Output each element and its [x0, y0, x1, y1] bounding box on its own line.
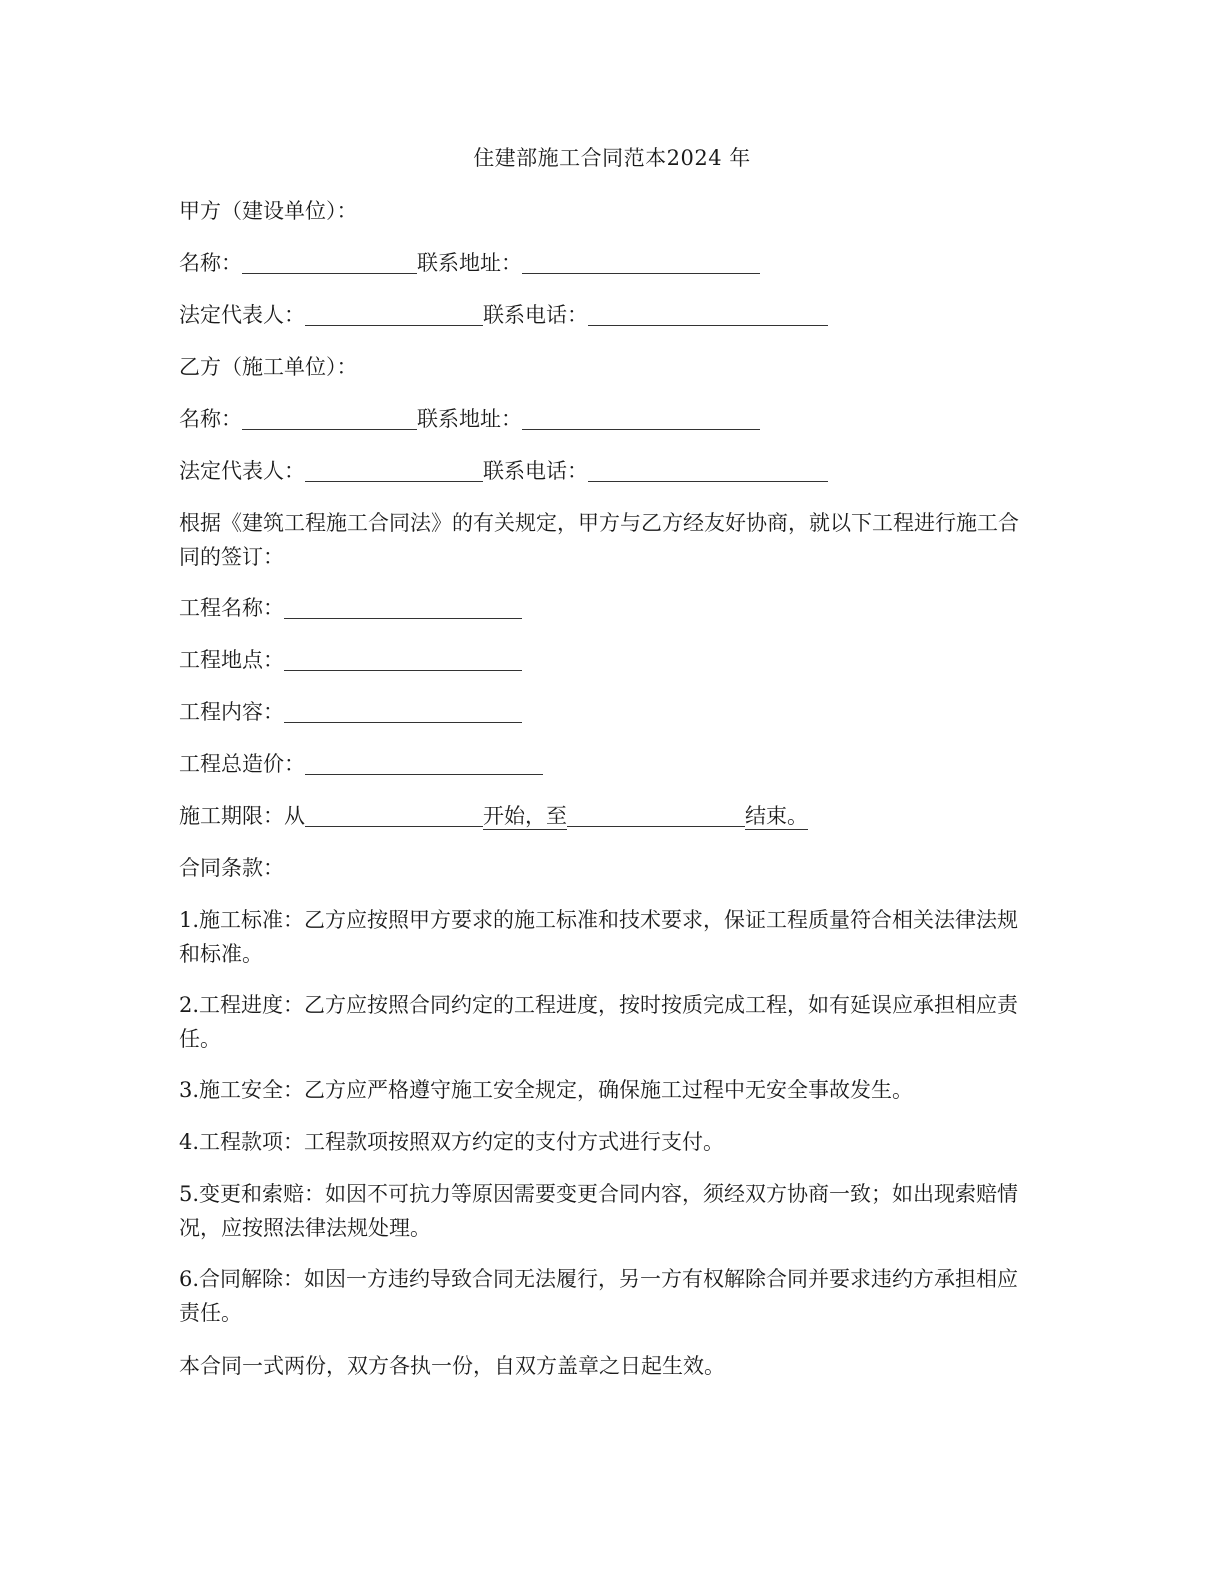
- intro-paragraph: 根据《建筑工程施工合同法》的有关规定，甲方与乙方经友好协商，就以下工程进行施工合同的签订：: [179, 511, 1019, 569]
- party-a-address-blank: [522, 251, 760, 274]
- party-b-phone-blank: [588, 459, 828, 482]
- project-name-row: [179, 593, 522, 623]
- project-location-row: [179, 645, 522, 675]
- party-a-rep-row: [179, 300, 828, 330]
- terms-heading: 合同条款：: [179, 856, 284, 880]
- project-period-end-text: 结束。: [745, 804, 808, 828]
- project-content-row: [179, 697, 522, 727]
- project-cost-blank: [305, 752, 543, 775]
- party-b-name-blank: [242, 407, 417, 430]
- project-period-row: [179, 801, 808, 831]
- document-title: 住建部施工合同范本2024 年: [473, 146, 751, 170]
- project-location-blank: [284, 648, 522, 671]
- party-b-name-row: [179, 404, 760, 434]
- project-location-label: 工程地点：: [179, 648, 284, 672]
- party-a-name-label: 名称：: [179, 251, 242, 275]
- party-a-phone-label: 联系电话：: [483, 303, 588, 327]
- party-a-name-row: [179, 248, 760, 278]
- term-item: 1.施工标准：乙方应按照甲方要求的施工标准和技术要求，保证工程质量符合相关法律法规和标准。: [179, 908, 1019, 966]
- project-cost-label: 工程总造价：: [179, 752, 305, 776]
- party-b-phone-label: 联系电话：: [483, 459, 588, 483]
- project-content-label: 工程内容：: [179, 700, 284, 724]
- party-a-rep-label: 法定代表人：: [179, 303, 305, 327]
- project-name-label: 工程名称：: [179, 596, 284, 620]
- party-b-rep-label: 法定代表人：: [179, 459, 305, 483]
- term-item: 6.合同解除：如因一方违约导致合同无法履行，另一方有权解除合同并要求违约方承担相应责任。: [179, 1267, 1019, 1325]
- project-name-blank: [284, 596, 522, 619]
- project-period-label: 施工期限：从: [179, 804, 305, 828]
- party-b-address-label: 联系地址：: [417, 407, 522, 431]
- party-a-name-blank: [242, 251, 417, 274]
- term-item: 4.工程款项：工程款项按照双方约定的支付方式进行支付。: [179, 1130, 725, 1154]
- party-b-rep-row: [179, 456, 828, 486]
- party-b-name-label: 名称：: [179, 407, 242, 431]
- project-period-start-text: 开始，至: [483, 804, 567, 828]
- party-a-phone-blank: [588, 303, 828, 326]
- closing-paragraph: 本合同一式两份，双方各执一份，自双方盖章之日起生效。: [179, 1354, 725, 1378]
- period-start-blank: [305, 804, 483, 827]
- party-b-heading: 乙方（施工单位）：: [179, 355, 358, 379]
- project-content-blank: [284, 700, 522, 723]
- period-end-blank: [567, 804, 745, 827]
- party-b-rep-blank: [305, 459, 483, 482]
- project-cost-row: [179, 749, 543, 779]
- party-a-heading: 甲方（建设单位）：: [179, 199, 358, 223]
- party-b-address-blank: [522, 407, 760, 430]
- term-item: 3.施工安全：乙方应严格遵守施工安全规定，确保施工过程中无安全事故发生。: [179, 1078, 914, 1102]
- term-item: 2.工程进度：乙方应按照合同约定的工程进度，按时按质完成工程，如有延误应承担相应责任。: [179, 993, 1019, 1051]
- party-a-rep-blank: [305, 303, 483, 326]
- party-a-address-label: 联系地址：: [417, 251, 522, 275]
- term-item: 5.变更和索赔：如因不可抗力等原因需要变更合同内容，须经双方协商一致；如出现索赔情况，应按照法律法规处理。: [179, 1182, 1019, 1240]
